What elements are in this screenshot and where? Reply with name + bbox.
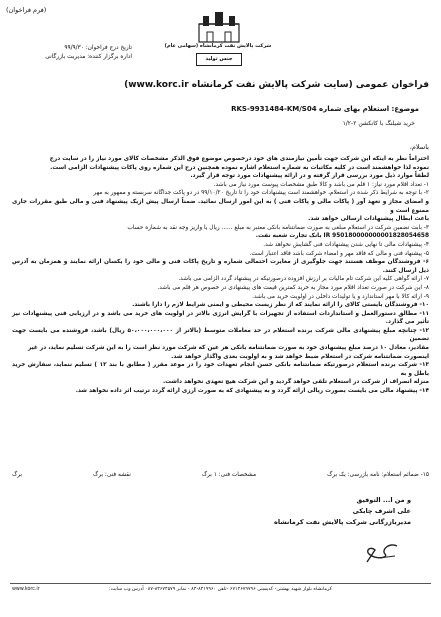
body-line: ۱۳- شرکت برنده استعلام درصورتیکه ضمانتنامه بانکی حسن انجام تعهدات خود را در موعد مقرر ( مطابق با بند ۱۲ ) تسلیم ننماید، سفارش خرید باطل و به bbox=[12, 362, 430, 377]
body-line: ۳- بابت تضمین شرکت در استعلام مبلغی به صورت ضمانتنامه بانکی معتبر به مبلغ ...... ریال یا واریز وجه نقد به شماره حساب bbox=[127, 224, 429, 231]
body-line: ۹- ارائه کالا با مهر استاندارد و یا تولیدات داخلی در اولویت خرید می باشد. bbox=[252, 293, 429, 300]
body-line: اینصورت ضمانتنامه شرکت در استعلام ضبط خواهد شد و به اولویت بعدی واگذار خواهد شد. bbox=[171, 353, 429, 360]
body-line: باعث ابطال پیشنهادات ارسالی خواهد شد. bbox=[308, 216, 429, 223]
document-body bbox=[12, 155, 429, 396]
body-line: ۸- این شرکت در صورت تعداد اقلام مورد مجاز به خرید کمترین قیمت های پیشنهادی در خصوص هر قلم می باشد. bbox=[157, 284, 429, 291]
date-row bbox=[12, 44, 132, 53]
body-line: احتراماً نظر به اینکه این شرکت جهت تأمین نیازمندی های خود درخصوص موضوع فوق الذکر مشخصات کالای مورد نیاز را در سایت درج bbox=[49, 156, 429, 162]
attachments-misc: برگ bbox=[12, 472, 23, 478]
body-line: ۵- پیشنهاد فنی و مالی که فاقد مهر و امضاء شرکت باشد فاقد اعتبار است. bbox=[249, 250, 429, 257]
body-line: منزله انصراف از شرکت در استعلام تلقی خواهد گردید و این شرکت هیچ تعهدی نخواهد داشت. bbox=[162, 379, 429, 386]
body-line: و امضای مجاز و تعهد آور ( پاکات مالی و پاکات فنی ) به این امور ارسال نمائید. ضمناً ارسال پیش ازیک پیشنهاد فنی و مالی طبق مقررات جاری ممنوع است و bbox=[12, 198, 429, 214]
handwritten-signature bbox=[361, 540, 401, 564]
body-line: ۱۴- پیشنهاد مالی می بایست بصورت ریالی ارائه گردد و به پیشنهادی که به صورت ارزی ارائه گردد ترتیب اثر داده نخواهد شد. bbox=[75, 388, 429, 395]
body-line: IR 950180000000001828054658 بانک تجارت شعبه نفت. bbox=[255, 233, 429, 240]
footer-website-link[interactable]: www.korc.ir bbox=[12, 587, 40, 592]
body-line: ۱۱- مطالق دستورالعمل و استانداردات استفاده از تجهیزات با گرایش انرژی بالاتر در اولویت های خرید می باشد و در ارزیابی فنی پیشنهادات نیز تأثیر می گذارد. bbox=[12, 310, 429, 326]
body-line: ۱- تعداد اقلام مورد نیاز: ۱ قلم می باشد و کالا طبق مشخصات پیوست مورد نیاز می باشد. bbox=[213, 181, 429, 188]
body-line: ۶- فروشندگان موظف هستند جهت جلوگیری از مغایرت احتمالی شماره و تاریخ پاکات فنی و مالی خود را یکسان ارائه نمایند و همزمان به آدرس ذیل ارسال کنند. bbox=[12, 259, 429, 274]
company-logo bbox=[195, 10, 243, 44]
body-line: ۲- با توجه به شرایط ذکر شده در استعلام، خواهشمند است پیشنهادات خود را تا تاریخ ۹۹/۱۰/۲۰ در دو پاکت جداگانه سربسته و ممهور به مهر bbox=[93, 190, 429, 197]
document-title: فراخوان عمومی (سایت شرکت پالایش نفت کرمانشاه www.korc.ir) bbox=[124, 80, 429, 90]
body-line: ۴- پیشنهادات مالی تا نهایی شدن پیشنهادات فنی گشایش نخواهد شد. bbox=[263, 241, 429, 248]
footer-divider bbox=[10, 583, 431, 584]
body-line: ۱۲- چنانچه مبلغ پیشنهادی مالی شرکت برنده استعلام در حد معاملات متوسط (بالاتر از ۵۰،۰۰۰،۰۰۰،۰۰۰ ریال) باشد، فروشنده می بایست جهت تضمین bbox=[12, 327, 430, 343]
closing-block bbox=[274, 495, 411, 528]
company-name: شرکت پالایش نفت کرمانشاه (سهامی عام) bbox=[164, 43, 272, 49]
body-line: نموده لذا خواهشمند است در کلیه مکاتبات به شماره استعلام اشاره نموده همچنین درج این شماره روی پاکات پیشنهادات الزامی است. bbox=[50, 164, 429, 171]
closing-phrase: و من ا... التوفیق bbox=[356, 496, 411, 504]
form-tag: (فرم فراخوان) bbox=[6, 6, 47, 14]
signer-title: مدیربازرگانی شرکت پالایش نفت کرمانشاه bbox=[274, 518, 411, 526]
stamp-box: جنس تولید bbox=[196, 53, 242, 66]
body-line: ۷- ارائه گواهی کلیه این شرکت تام مالیات بر ارزش افزوده درصورتیکه در پیشنهاد گردد الزامی می باشد. bbox=[178, 276, 429, 283]
attachments-tech-spec: مشخصات فنی: ۱ برگ bbox=[201, 472, 257, 478]
attachments-map: نقشه فنی: برگ bbox=[93, 472, 131, 478]
issuer-row bbox=[12, 53, 132, 62]
issuer-label: اداره برگزار کننده: bbox=[87, 54, 132, 60]
header-meta bbox=[12, 44, 132, 62]
body-line: مقادیر، معادل ۱۰ درصد مبلغ پیشنهادی خود به صورت ضمانتنامه بانکی هر عین که شرکت مورد نظر است را به این شرکت تسلیم نماید، در غیر bbox=[27, 345, 429, 352]
date-value: ۹۹/۹/۳۰ bbox=[64, 45, 84, 51]
body-line: لطفاً موارد ذیل مورد بررسی قرار گرفته و در ارائه پیشنهادات مورد توجه قرار گیرد. bbox=[190, 173, 429, 180]
issuer-value: مدیریت بازرگانی bbox=[45, 54, 86, 60]
salutation: باسلام، bbox=[409, 143, 429, 151]
body-line: ۱۰- فروشندگان بایستی کالای را ارائه نمایند که از نظر زیست محیطی و ایمنی شرایط لازم را دارا باشند. bbox=[132, 302, 429, 309]
attachments-inspection: ۱۵- ضمائم استعلام: نامه بازرسی: یک برگ bbox=[327, 472, 429, 478]
attachments-row bbox=[12, 472, 429, 478]
signer-name: علی اشرف چابکی bbox=[352, 507, 411, 515]
date-label: تاریخ درج فراخوان: bbox=[85, 45, 132, 51]
item-name: خرید شیلنگ با کانکشن ۲-۱/۲ bbox=[342, 120, 415, 127]
subject-line: موضوع: استعلام بهای شماره RKS-9931484-KM/S04 bbox=[231, 105, 419, 113]
footer-address: کرمانشاه بلوار شهید بهشتی- کدپستی ۶۷۱۴۶۷۹۷۹۶ -تلفن ۸۳۱۹۹۶۰-۸۳ - نمابر ۸۳۶۷۴۵۷۹-۰۸۷ آدرس وب سایت: bbox=[109, 587, 332, 592]
